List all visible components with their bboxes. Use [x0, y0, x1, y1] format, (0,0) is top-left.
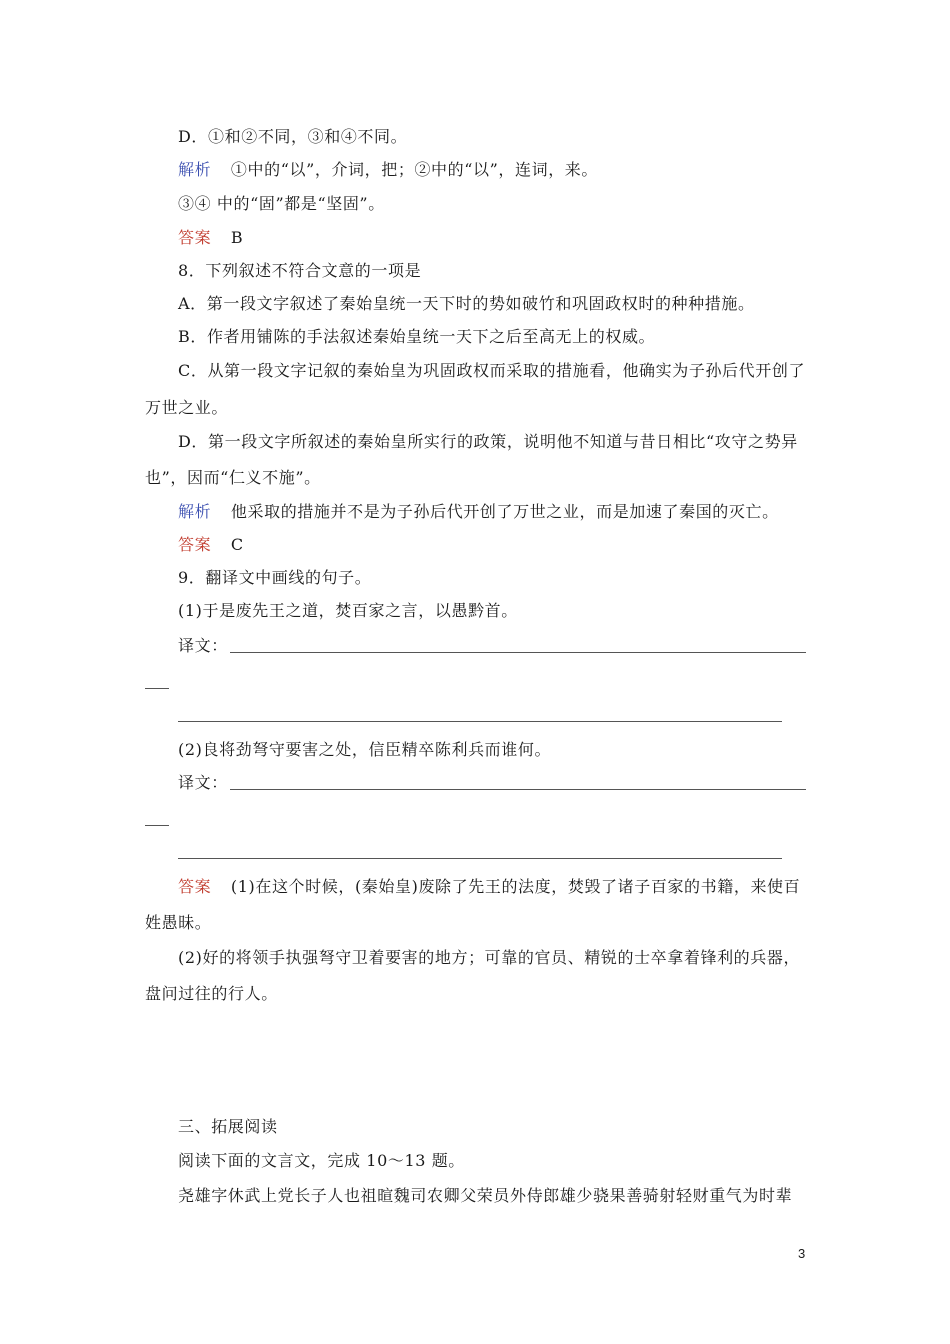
answer-label: 答案 [178, 877, 212, 896]
answer-text: (1)在这个时候，(秦始皇)废除了先王的法度，焚毁了诸子百家的书籍，来使百 [230, 877, 801, 896]
q9-answer-2-cont: 盘问过往的行人。 [145, 984, 278, 1003]
analysis-text: ①中的“以”，介词，把；②中的“以”，连词，来。 [230, 160, 599, 179]
q9-sentence-2: (2)良将劲弩守要害之处，信臣精卒陈利兵而谁何。 [178, 740, 552, 759]
translation-label-1: 译文： [178, 636, 228, 655]
analysis-label: 解析 [178, 160, 212, 179]
answer-blank-line [145, 688, 169, 689]
analysis-label: 解析 [178, 502, 212, 521]
answer-blank-line [145, 825, 169, 826]
section-instruction: 阅读下面的文言文，完成 10～13 题。 [178, 1151, 465, 1170]
q7-option-d: D．①和②不同，③和④不同。 [178, 127, 408, 146]
q8-option-d: D．第一段文字所叙述的秦始皇所实行的政策，说明他不知道与昔日相比“攻守之势异 [178, 432, 798, 451]
answer-blank-line [230, 652, 806, 653]
q8-option-c-cont: 万世之业。 [145, 398, 229, 417]
answer-blank-line [178, 721, 782, 722]
q8-option-c: C．从第一段文字记叙的秦始皇为巩固政权而采取的措施看，他确实为子孙后代开创了 [178, 361, 806, 380]
q8-option-d-cont: 也”，因而“仁义不施”。 [145, 468, 321, 487]
q8-answer-line [178, 535, 244, 555]
section-heading: 三、拓展阅读 [178, 1117, 278, 1136]
analysis-text: 他采取的措施并不是为子孙后代开创了万世之业，而是加速了秦国的灭亡。 [230, 502, 779, 521]
q9-answer-cont: 姓愚昧。 [145, 913, 212, 932]
q9-answer-2: (2)好的将领手执强弩守卫着要害的地方；可靠的官员、精锐的士卒拿着锋利的兵器， [178, 948, 801, 967]
q8-stem: 8．下列叙述不符合文意的一项是 [178, 261, 422, 280]
q7-analysis-line-2: ③④ 中的“固”都是“坚固”。 [178, 194, 385, 213]
q7-analysis-line [178, 160, 598, 180]
q8-analysis-line [178, 502, 779, 522]
q7-answer-line [178, 228, 243, 248]
q9-stem: 9．翻译文中画线的句子。 [178, 568, 372, 587]
answer-label: 答案 [178, 535, 212, 554]
answer-text: C [230, 535, 244, 554]
q8-option-a: A．第一段文字叙述了秦始皇统一天下时的势如破竹和巩固政权时的种种措施。 [178, 294, 755, 313]
q8-option-b: B．作者用铺陈的手法叙述秦始皇统一天下之后至高无上的权威。 [178, 327, 656, 346]
answer-blank-line [178, 858, 782, 859]
answer-text: B [230, 228, 244, 247]
translation-label-2: 译文： [178, 773, 228, 792]
page-number: 3 [798, 1246, 806, 1261]
q9-sentence-1: (1)于是废先王之道，焚百家之言，以愚黔首。 [178, 601, 518, 620]
passage-text: 尧雄字休武上党长子人也祖暄魏司农卿父荣员外侍郎雄少骁果善骑射轻财重气为时辈 [178, 1186, 793, 1205]
q9-answer-line [178, 877, 800, 897]
answer-blank-line [230, 789, 806, 790]
answer-label: 答案 [178, 228, 212, 247]
